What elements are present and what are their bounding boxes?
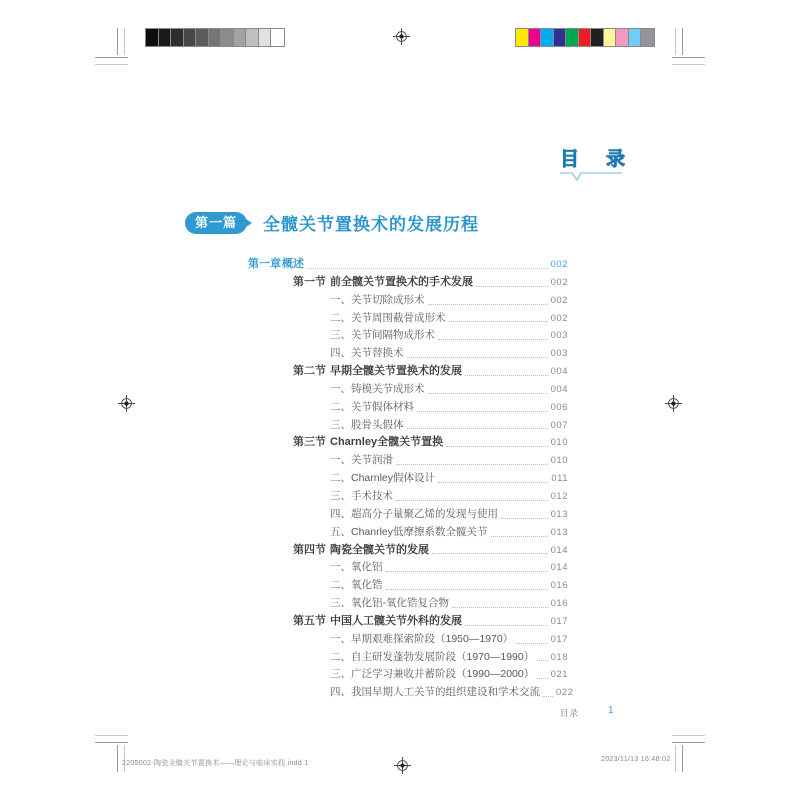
- toc-leader-dots: [543, 696, 553, 697]
- toc-row-item: [248, 631, 568, 649]
- crop-mark-bottom-right-v2: [675, 745, 676, 772]
- toc-row-item: [248, 452, 568, 470]
- grayscale-cell: [246, 29, 259, 46]
- toc-entry-page: 022: [556, 687, 574, 699]
- grayscale-cell: [221, 29, 234, 46]
- toc-entry-title: 一、关节切除成形术: [330, 293, 425, 306]
- toc-row-item: [248, 649, 568, 667]
- toc-leader-dots: [446, 446, 548, 447]
- toc-entry-title: Charnley全髋关节置换: [330, 436, 444, 449]
- grayscale-cell: [271, 29, 284, 46]
- grayscale-cell: [259, 29, 272, 46]
- toc-leader-dots: [438, 339, 548, 340]
- registration-mark-icon: [394, 757, 411, 774]
- crop-mark-bottom-left-h1: [95, 735, 128, 736]
- toc-entry-page: 012: [550, 490, 568, 502]
- part-title: 全髋关节置换术的发展历程: [263, 215, 480, 234]
- toc-entry-page: 021: [550, 669, 568, 681]
- toc-row-item: [248, 595, 568, 613]
- color-cell: [516, 29, 529, 46]
- toc-leader-dots: [432, 553, 548, 554]
- grayscale-cell: [196, 29, 209, 46]
- grayscale-cell: [184, 29, 197, 46]
- toc-row-item: [248, 559, 568, 577]
- toc-entry-label: 第三节: [293, 436, 326, 449]
- toc-entry-page: 002: [550, 312, 568, 324]
- toc-entry-page: 017: [550, 633, 568, 645]
- crop-mark-bottom-right-v1: [682, 745, 683, 772]
- grayscale-cell: [159, 29, 172, 46]
- footer-page-number: 1: [608, 705, 614, 716]
- toc-row-chapter: [248, 256, 568, 274]
- color-cell: [541, 29, 554, 46]
- toc-leader-dots: [452, 607, 548, 608]
- color-cell: [591, 29, 604, 46]
- crop-mark-top-left-v1: [117, 28, 118, 55]
- toc-row-section: [248, 613, 568, 631]
- toc-leader-dots: [417, 411, 548, 412]
- footer-label: 目录: [560, 708, 580, 718]
- grayscale-cell: [209, 29, 222, 46]
- color-cell: [616, 29, 629, 46]
- toc-entry-title: 四、我国早期人工关节的组织建设和学术交流: [330, 686, 540, 699]
- toc-entry-page: 014: [550, 562, 568, 574]
- title-underline-decoration: [559, 170, 623, 183]
- toc-leader-dots: [428, 393, 548, 394]
- toc-row-item: [248, 417, 568, 435]
- toc-entry-title: 陶瓷全髋关节的发展: [330, 543, 429, 556]
- crop-mark-top-right-v1: [682, 28, 683, 55]
- crop-mark-bottom-left-v1: [117, 745, 118, 772]
- toc-entry-title: 一、关节润滑: [330, 454, 393, 467]
- toc-row-item: [248, 399, 568, 417]
- toc-leader-dots: [537, 678, 547, 679]
- toc-entry-title: 一、氧化铝: [330, 561, 383, 574]
- crop-mark-top-right-h1: [672, 57, 705, 58]
- toc-entry-page: 010: [550, 455, 568, 467]
- toc-leader-dots: [501, 518, 548, 519]
- crop-mark-top-left-h2: [95, 64, 128, 65]
- toc-entry-page: 007: [550, 419, 568, 431]
- part-heading: [185, 210, 479, 235]
- page-title: 目 录: [560, 149, 630, 170]
- toc-leader-dots: [449, 321, 548, 322]
- toc-row-item: [248, 666, 568, 684]
- toc-entry-title: 三、氧化铝-氧化锆复合物: [330, 597, 449, 610]
- toc-entry-page: 004: [550, 383, 568, 395]
- registration-mark-icon: [118, 395, 135, 412]
- grayscale-cell: [234, 29, 247, 46]
- color-cell: [554, 29, 567, 46]
- toc-entry-title: 一、早期艰难探索阶段（1950—1970）: [330, 632, 514, 645]
- toc-entry-page: 014: [550, 544, 568, 556]
- color-bar: [515, 28, 655, 47]
- toc-entry-title: 二、氧化锆: [330, 579, 383, 592]
- toc-entry-title: 前全髋关节置换术的手术发展: [330, 275, 473, 288]
- crop-mark-top-left-v2: [124, 28, 125, 55]
- toc-entry-title: 二、Charnley假体设计: [330, 472, 436, 485]
- toc-entry-page: 013: [550, 508, 568, 520]
- toc-leader-dots: [407, 357, 548, 358]
- toc-entry-label: 第一章: [248, 258, 281, 270]
- toc-entry-label: 第二节: [293, 365, 326, 378]
- crop-mark-bottom-right-h2: [672, 742, 705, 743]
- toc-leader-dots: [465, 625, 548, 626]
- toc-row-item: [248, 345, 568, 363]
- toc-leader-dots: [491, 536, 548, 537]
- toc-entry-title: 早期全髋关节置换术的发展: [330, 365, 462, 378]
- toc-row-item: [248, 684, 574, 702]
- color-cell: [641, 29, 654, 46]
- toc-row-section: [248, 434, 568, 452]
- toc-entry-title: 三、广泛学习兼收并蓄阶段（1990—2000）: [330, 668, 535, 681]
- toc-row-item: [248, 292, 568, 310]
- toc-entry-page: 002: [550, 276, 568, 288]
- toc-entry-label: 第四节: [293, 543, 326, 556]
- toc-entry-title: 二、关节周围截骨成形术: [330, 311, 446, 324]
- crop-mark-top-right-h2: [672, 64, 705, 65]
- toc-entry-title: 概述: [282, 258, 304, 270]
- toc-entry-page: 010: [550, 437, 568, 449]
- toc-entry-page: 016: [550, 580, 568, 592]
- registration-mark-icon: [393, 28, 410, 45]
- toc-leader-dots: [307, 268, 548, 269]
- toc-leader-dots: [396, 500, 548, 501]
- slug-timestamp: 2023/11/13 16:48:02: [601, 756, 671, 763]
- toc-leader-dots: [428, 304, 548, 305]
- toc-leader-dots: [438, 482, 548, 483]
- toc-entry-page: 002: [550, 294, 568, 306]
- toc-row-section: [248, 363, 568, 381]
- crop-mark-bottom-right-h1: [672, 735, 705, 736]
- toc-row-item: [248, 310, 568, 328]
- crop-mark-top-left-h1: [95, 57, 128, 58]
- toc-entry-title: 二、自主研发蓬勃发展阶段（1970—1990）: [330, 650, 535, 663]
- toc-row-item: [248, 506, 568, 524]
- part-badge: 第一篇: [185, 212, 247, 234]
- toc-leader-dots: [386, 571, 548, 572]
- crop-mark-top-right-v2: [675, 28, 676, 55]
- toc-entry-title: 四、超高分子量聚乙烯的发现与使用: [330, 507, 498, 520]
- toc-entry-title: 三、手术技术: [330, 489, 393, 502]
- toc-entry-page: 003: [550, 348, 568, 360]
- toc-entry-title: 中国人工髋关节外科的发展: [330, 614, 462, 627]
- toc-entry-page: 003: [550, 330, 568, 342]
- toc-entry-title: 五、Chanrley低摩擦系数全髋关节: [330, 525, 488, 538]
- registration-mark-icon: [665, 395, 682, 412]
- color-cell: [579, 29, 592, 46]
- toc-entry-page: 017: [550, 615, 568, 627]
- toc-leader-dots: [407, 428, 548, 429]
- toc-row-section: [248, 542, 568, 560]
- toc-leader-dots: [465, 375, 548, 376]
- toc-entry-page: 002: [550, 259, 568, 270]
- toc-entry-label: 第一节: [293, 275, 326, 288]
- crop-mark-bottom-left-h2: [95, 742, 128, 743]
- toc-leader-dots: [516, 643, 547, 644]
- toc-row-item: [248, 488, 568, 506]
- toc-rows: [248, 256, 574, 702]
- toc-row-item: [248, 327, 568, 345]
- toc-row-item: [248, 470, 568, 488]
- color-cell: [529, 29, 542, 46]
- grayscale-bar: [145, 28, 285, 47]
- toc-row-item: [248, 577, 568, 595]
- toc-entry-page: 018: [550, 651, 568, 663]
- grayscale-cell: [171, 29, 184, 46]
- toc-entry-page: 011: [551, 473, 568, 485]
- toc-leader-dots: [386, 589, 548, 590]
- toc-entry-page: 004: [550, 366, 568, 378]
- toc-entry-title: 三、股骨头假体: [330, 418, 404, 431]
- toc-row-section: [248, 274, 568, 292]
- toc-entry-page: 016: [550, 598, 568, 610]
- toc-leader-dots: [396, 464, 548, 465]
- toc-entry-page: 013: [550, 526, 568, 538]
- toc-entry-label: 第五节: [293, 614, 326, 627]
- slug-filename: 2205002-陶瓷全髋关节置换术——理论与临床实践.indd 1: [122, 760, 309, 767]
- toc-entry-title: 一、铸模关节成形术: [330, 382, 425, 395]
- toc-leader-dots: [476, 286, 548, 287]
- toc-entry-title: 二、关节假体材料: [330, 400, 414, 413]
- toc-entry-title: 三、关节间隔物成形术: [330, 329, 435, 342]
- color-cell: [604, 29, 617, 46]
- toc-entry-page: 006: [550, 401, 568, 413]
- grayscale-cell: [146, 29, 159, 46]
- toc-leader-dots: [537, 660, 547, 661]
- toc-row-item: [248, 381, 568, 399]
- toc-row-item: [248, 524, 568, 542]
- color-cell: [629, 29, 642, 46]
- toc-entry-title: 四、关节替换术: [330, 347, 404, 360]
- color-cell: [566, 29, 579, 46]
